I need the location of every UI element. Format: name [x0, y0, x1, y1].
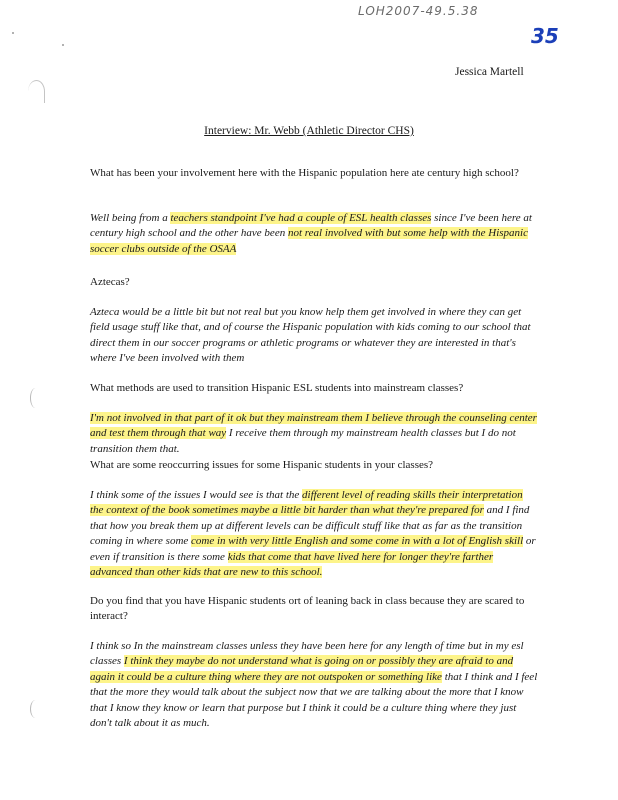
- answer-text: since I've been here at century high school and the other have been: [90, 212, 532, 240]
- answer-text: I think so In the mainstream classes unless they have been here for any length of time but in my esl classes: [90, 640, 524, 668]
- question-2: Aztecas?: [90, 276, 130, 288]
- answer-text: and I find that how you break them up at different levels can be difficult stuff like that as far as the transition coming in where some: [90, 504, 530, 548]
- highlighted-text: come in with very little English and some come in with a lot of English skill: [191, 535, 524, 548]
- binder-hole-shadow-middle: [30, 388, 41, 408]
- binder-hole-shadow-top: [28, 80, 45, 103]
- highlighted-text: not real involved with but some help with the Hispanic soccer clubs outside of the OSAA: [90, 227, 528, 255]
- answer-text: that I think and I feel that the more they would talk about the subject now that we are talking about the more that I know that I know they know or learn that purpose but I think it could be a culture thing where they just don't talk about it as much.: [90, 670, 538, 730]
- highlighted-text: different level of reading skills their interpretation the context of the book sometimes maybe a little bit harder than what they're prepared for: [90, 489, 523, 517]
- scan-speck: [12, 32, 14, 34]
- answer-1: [90, 211, 538, 257]
- answer-5: [90, 639, 538, 731]
- question-5: Do you find that you have Hispanic students ort of leaning back in class because they are scared to interact?: [90, 595, 525, 623]
- highlighted-text: I'm not involved in that part of it ok but they mainstream them I believe through the counseling center and test them through that way: [90, 412, 537, 440]
- answer-text: Azteca would be a little bit but not real but you know help them get involved in where they can get field usage stuff like that, and of course the Hispanic population with kids coming to our school that direct them in our soccer programs or athletic programs or whatever they are interested in that's where I've been involved with them: [90, 306, 531, 365]
- document-title: Interview: Mr. Webb (Athletic Director CHS): [204, 125, 414, 137]
- question-1: What has been your involvement here with the Hispanic population here ate century high school?: [90, 167, 519, 179]
- answer-text: I think some of the issues I would see is that the: [90, 489, 303, 501]
- highlighted-text: teachers standpoint I've had a couple of ESL health classes: [170, 212, 432, 224]
- answer-text: or even if transition is there some: [90, 535, 536, 563]
- highlighted-text: kids that come that have lived here for longer they're farther advanced than other kids that are new to this school.: [90, 550, 494, 579]
- binder-hole-shadow-bottom: [30, 700, 41, 718]
- highlighted-text: I think they maybe do not understand what is going on or possibly they are afraid to and again it could be a culture thing where they are not outspoken or something like: [90, 655, 514, 683]
- question-4: What are some reoccurring issues for some Hispanic students in your classes?: [90, 459, 434, 471]
- answer-4: [90, 488, 538, 580]
- question-3: What methods are used to transition Hispanic ESL students into mainstream classes?: [90, 382, 464, 394]
- answer-3: [90, 411, 538, 457]
- handwritten-reference: LOH2007-49.5.38: [358, 4, 479, 18]
- author-name: Jessica Martell: [455, 66, 524, 78]
- answer-2: [90, 305, 538, 367]
- answer-text: I receive them through my mainstream health classes but I do not transition them that.: [90, 427, 516, 455]
- scan-speck: [62, 44, 64, 46]
- handwritten-page-number: 35: [531, 24, 559, 48]
- answer-text: Well being from a: [90, 212, 171, 224]
